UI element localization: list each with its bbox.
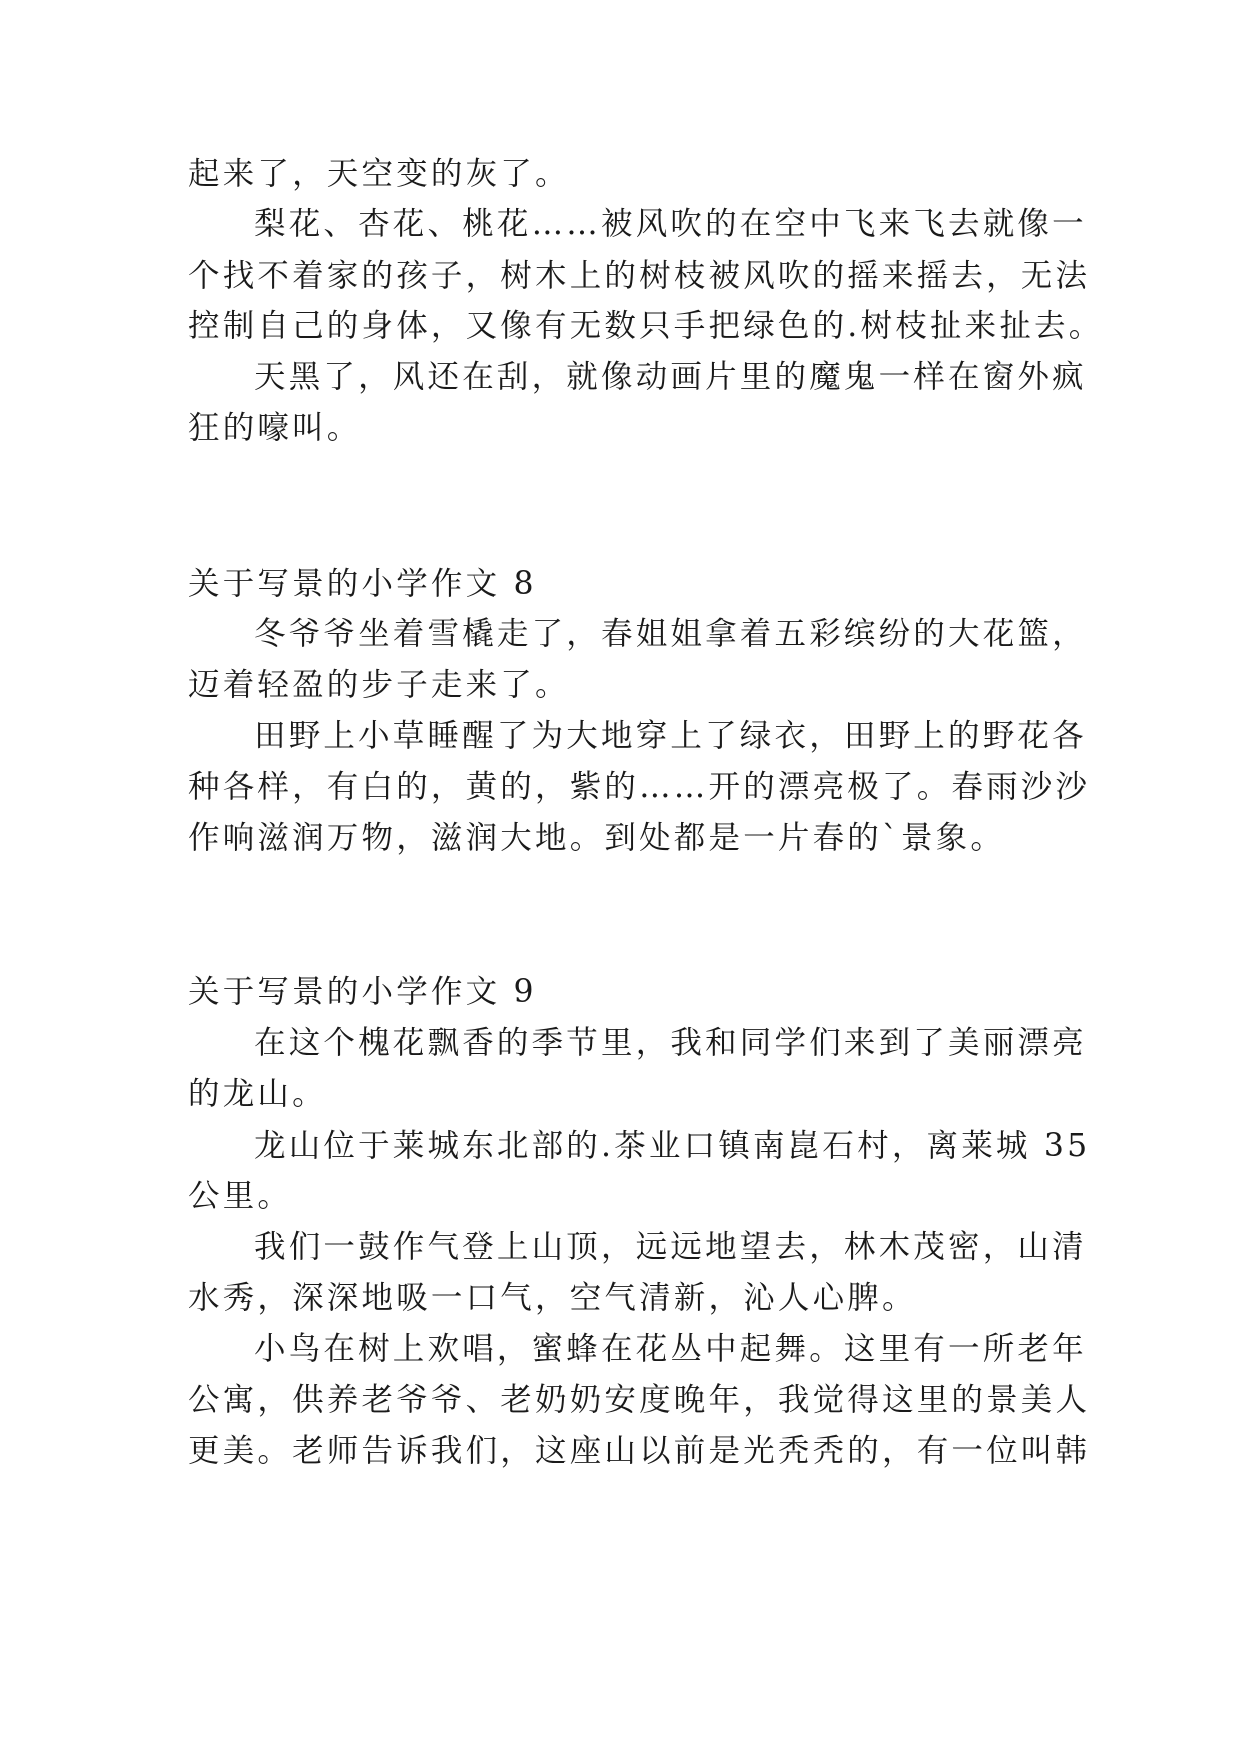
section-heading: 关于写景的小学作文 8 bbox=[188, 566, 537, 602]
paragraph-line: 冬爷爷坐着雪橇走了，春姐姐拿着五彩缤纷的大花篮， bbox=[254, 616, 1087, 652]
paragraph-line: 迈着轻盈的步子走来了。 bbox=[188, 667, 570, 703]
paragraph-line: 起来了，天空变的灰了。 bbox=[188, 156, 570, 192]
paragraph-line: 种各样，有白的，黄的，紫的……开的漂亮极了。春雨沙沙 bbox=[188, 769, 1091, 805]
paragraph-line: 水秀，深深地吸一口气，空气清新，沁人心脾。 bbox=[188, 1280, 917, 1316]
paragraph-line: 田野上小草睡醒了为大地穿上了绿衣，田野上的野花各 bbox=[254, 718, 1087, 754]
paragraph-line: 梨花、杏花、桃花……被风吹的在空中飞来飞去就像一 bbox=[254, 206, 1087, 242]
paragraph-line: 在这个槐花飘香的季节里，我和同学们来到了美丽漂亮 bbox=[254, 1025, 1087, 1061]
paragraph-line: 公里。 bbox=[188, 1178, 293, 1214]
paragraph-line: 控制自己的身体，又像有无数只手把绿色的.树枝扯来扯去。 bbox=[188, 308, 1104, 344]
paragraph-line: 天黑了，风还在刮，就像动画片里的魔鬼一样在窗外疯 bbox=[254, 359, 1087, 395]
paragraph-line: 公寓，供养老爷爷、老奶奶安度晚年，我觉得这里的景美人 bbox=[188, 1382, 1091, 1418]
paragraph-line: 作响滋润万物，滋润大地。到处都是一片春的`景象。 bbox=[188, 820, 1006, 856]
paragraph-line: 更美。老师告诉我们，这座山以前是光秃秃的，有一位叫韩 bbox=[188, 1433, 1091, 1469]
paragraph-line: 小鸟在树上欢唱，蜜蜂在花丛中起舞。这里有一所老年 bbox=[254, 1331, 1087, 1367]
section-heading: 关于写景的小学作文 9 bbox=[188, 974, 537, 1010]
paragraph-line: 个找不着家的孩子，树木上的树枝被风吹的摇来摇去，无法 bbox=[188, 258, 1091, 294]
paragraph-line: 我们一鼓作气登上山顶，远远地望去，林木茂密，山清 bbox=[254, 1229, 1087, 1265]
paragraph-line: 龙山位于莱城东北部的.茶业口镇南崑石村，离莱城 35 bbox=[254, 1128, 1091, 1164]
paragraph-line: 的龙山。 bbox=[188, 1076, 327, 1112]
paragraph-line: 狂的嚎叫。 bbox=[188, 410, 362, 446]
